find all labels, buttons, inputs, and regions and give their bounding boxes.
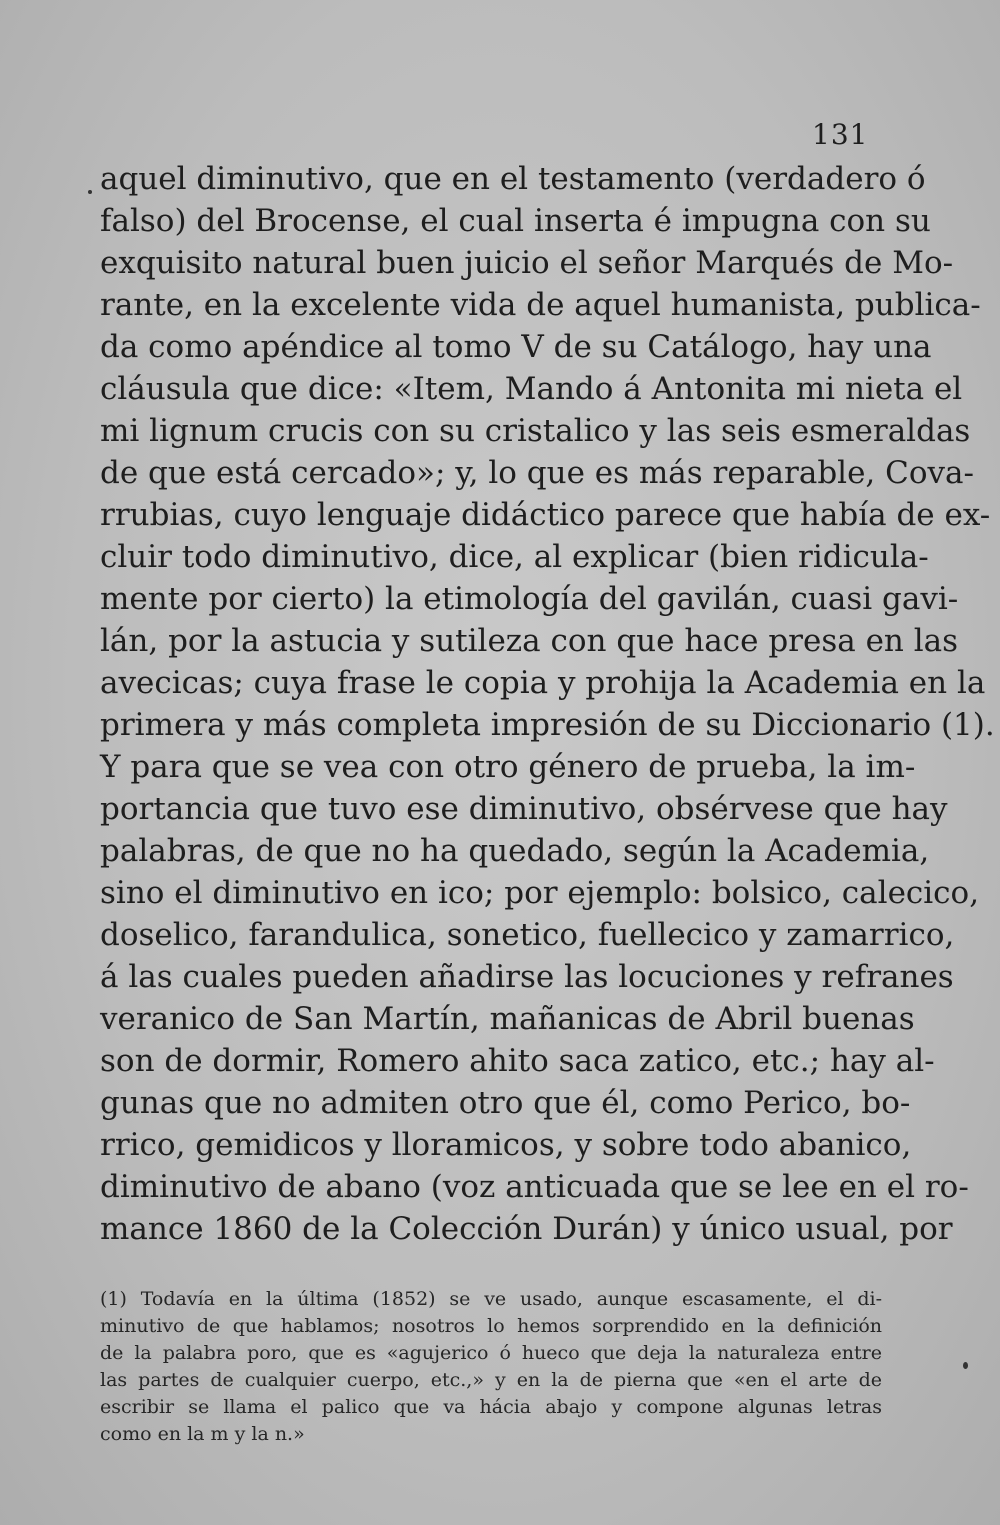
footnote-line: (1) Todavía en la última (1852) se ve usado, aunque escasamente, el di- [100, 1288, 882, 1310]
footnote-line: escribir se llama el palico que va hácia abajo y compone algunas letras [100, 1396, 882, 1418]
text-line: rrubias, cuyo lenguaje didáctico parece que había de ex- [100, 497, 991, 533]
text-line: diminutivo de abano (voz anticuada que se lee en el ro- [100, 1169, 969, 1205]
text-line: palabras, de que no ha quedado, según la Academia, [100, 833, 930, 869]
text-line: Y para que se vea con otro género de prueba, la im- [100, 749, 916, 785]
text-line: sino el diminutivo en ico; por ejemplo: bolsico, calecico, [100, 875, 980, 911]
footnote-line: minutivo de que hablamos; nosotros lo hemos sorprendido en la definición [100, 1315, 882, 1337]
page-number: 131 [812, 118, 869, 151]
text-line: mance 1860 de la Colección Durán) y único usual, por [100, 1211, 953, 1247]
body-text [100, 158, 995, 1250]
paper-speck [88, 190, 92, 194]
text-line: mi lignum crucis con su cristalico y las seis esmeraldas [100, 413, 971, 449]
text-line: veranico de San Martín, mañanicas de Abril buenas [100, 1001, 915, 1037]
footnote-line: de la palabra poro, que es «agujerico ó hueco que deja la naturaleza entre [100, 1342, 882, 1364]
text-line: de que está cercado»; y, lo que es más reparable, Cova- [100, 455, 974, 491]
text-line: son de dormir, Romero ahito saca zatico, etc.; hay al- [100, 1043, 935, 1079]
footnote-line: como en la m y la n.» [100, 1423, 305, 1445]
text-line: exquisito natural buen juicio el señor Marqués de Mo- [100, 245, 954, 281]
text-line: portancia que tuvo ese diminutivo, obsérvese que hay [100, 791, 948, 827]
text-line: primera y más completa impresión de su Diccionario (1). [100, 707, 995, 743]
text-line: lán, por la astucia y sutileza con que hace presa en las [100, 623, 959, 659]
text-line: mente por cierto) la etimología del gavilán, cuasi gavi- [100, 581, 959, 617]
text-line: gunas que no admiten otro que él, como Perico, bo- [100, 1085, 911, 1121]
text-line: rante, en la excelente vida de aquel humanista, publica- [100, 287, 981, 323]
text-line: cluir todo diminutivo, dice, al explicar (bien ridicula- [100, 539, 929, 575]
paper-speck [963, 1362, 968, 1369]
text-line: rrico, gemidicos y lloramicos, y sobre todo abanico, [100, 1127, 912, 1163]
text-line: cláusula que dice: «Item, Mando á Antonita mi nieta el [100, 371, 963, 407]
footnote-line: las partes de cualquier cuerpo, etc.,» y en la de pierna que «en el arte de [100, 1369, 882, 1391]
text-line: á las cuales pueden añadirse las locuciones y refranes [100, 959, 954, 995]
text-line: da como apéndice al tomo V de su Catálogo, hay una [100, 329, 932, 365]
footnotes [100, 1286, 882, 1448]
text-line: avecicas; cuya frase le copia y prohija la Academia en la [100, 665, 986, 701]
text-line: falso) del Brocense, el cual inserta é impugna con su [100, 203, 931, 239]
text-line: aquel diminutivo, que en el testamento (verdadero ó [100, 161, 926, 197]
text-line: doselico, farandulica, sonetico, fuellecico y zamarrico, [100, 917, 955, 953]
